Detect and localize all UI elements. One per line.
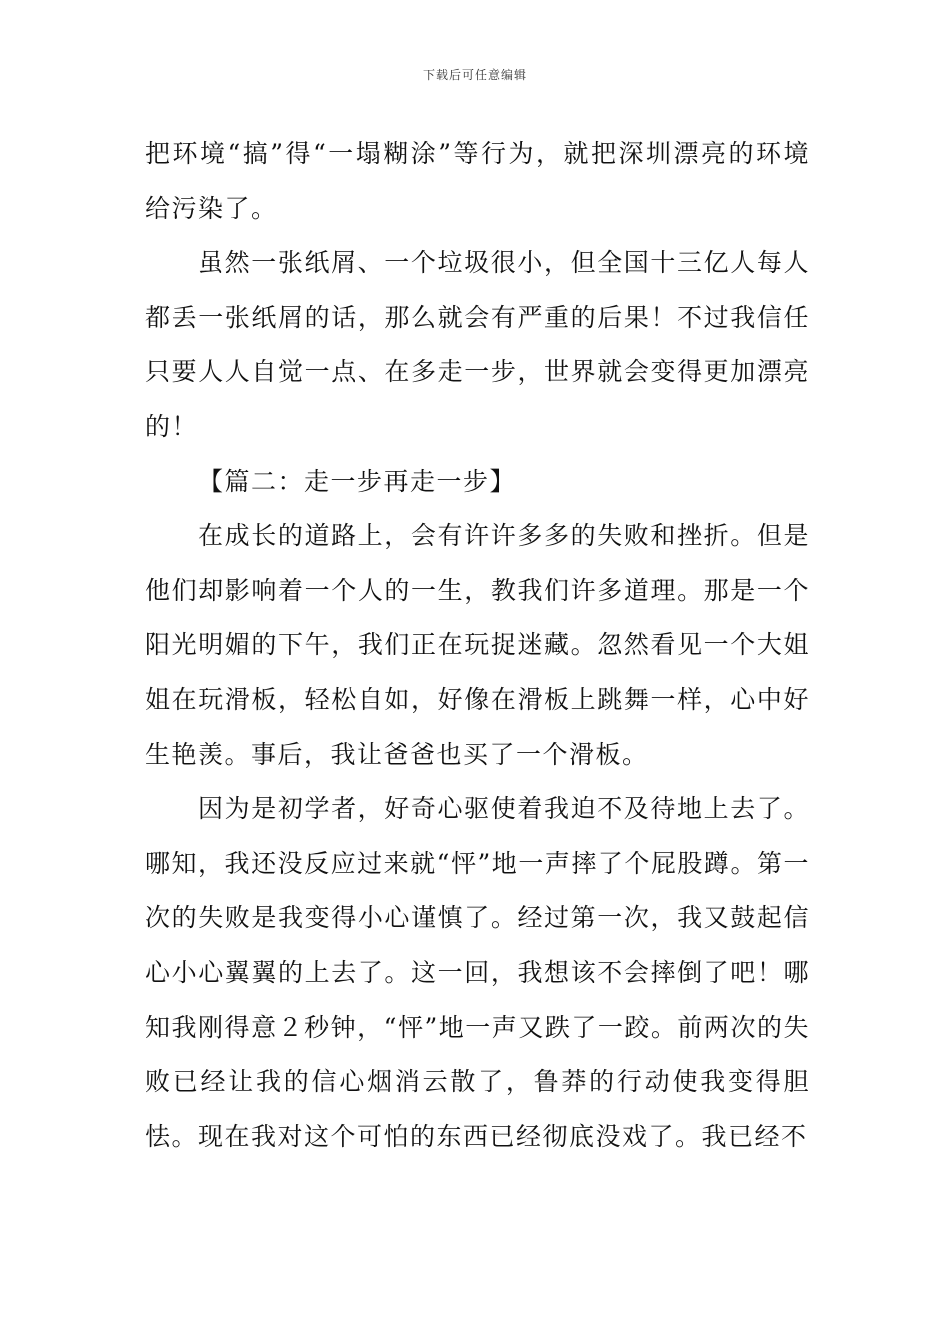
paragraph-litter: 虽然一张纸屑、一个垃圾很小，但全国十三亿人每人都丢一张纸屑的话，那么就会有严重的后果！不过我信任只要人人自觉一点、在多走一步，世界就会变得更加漂亮的！ [145,248,810,441]
document-body [145,127,810,1164]
section-heading: 【篇二：走一步再走一步】 [198,466,517,496]
paragraph-growth: 在成长的道路上，会有许许多多的失败和挫折。但是他们却影响着一个人的一生，教我们许多道理。那是一个阳光明媚的下午，我们正在玩捉迷藏。忽然看见一个大姐姐在玩滑板，轻松自如，好像在滑板上跳舞一样，心中好生艳羡。事后，我让爸爸也买了一个滑板。 [145,521,810,769]
page-header: 下载后可任意编辑 [422,68,527,82]
paragraph-skateboard: 因为是初学者，好奇心驱使着我迫不及待地上去了。哪知，我还没反应过来就“怦”地一声摔了个屁股蹲。第一次的失败是我变得小心谨慎了。经过第一次，我又鼓起信心小心翼翼的上去了。这一回，我想该不会摔倒了吧！哪知我刚得意２秒钟，“怦”地一声又跌了一跤。前两次的失败已经让我的信心烟消云散了，鲁莽的行动使我变得胆怯。现在我对这个可怕的东西已经彻底没戏了。我已经不 [145,794,810,1151]
paragraph-continuation: 把环境“搞”得“一塌糊涂”等行为，就把深圳漂亮的环境给污染了。 [145,139,810,223]
